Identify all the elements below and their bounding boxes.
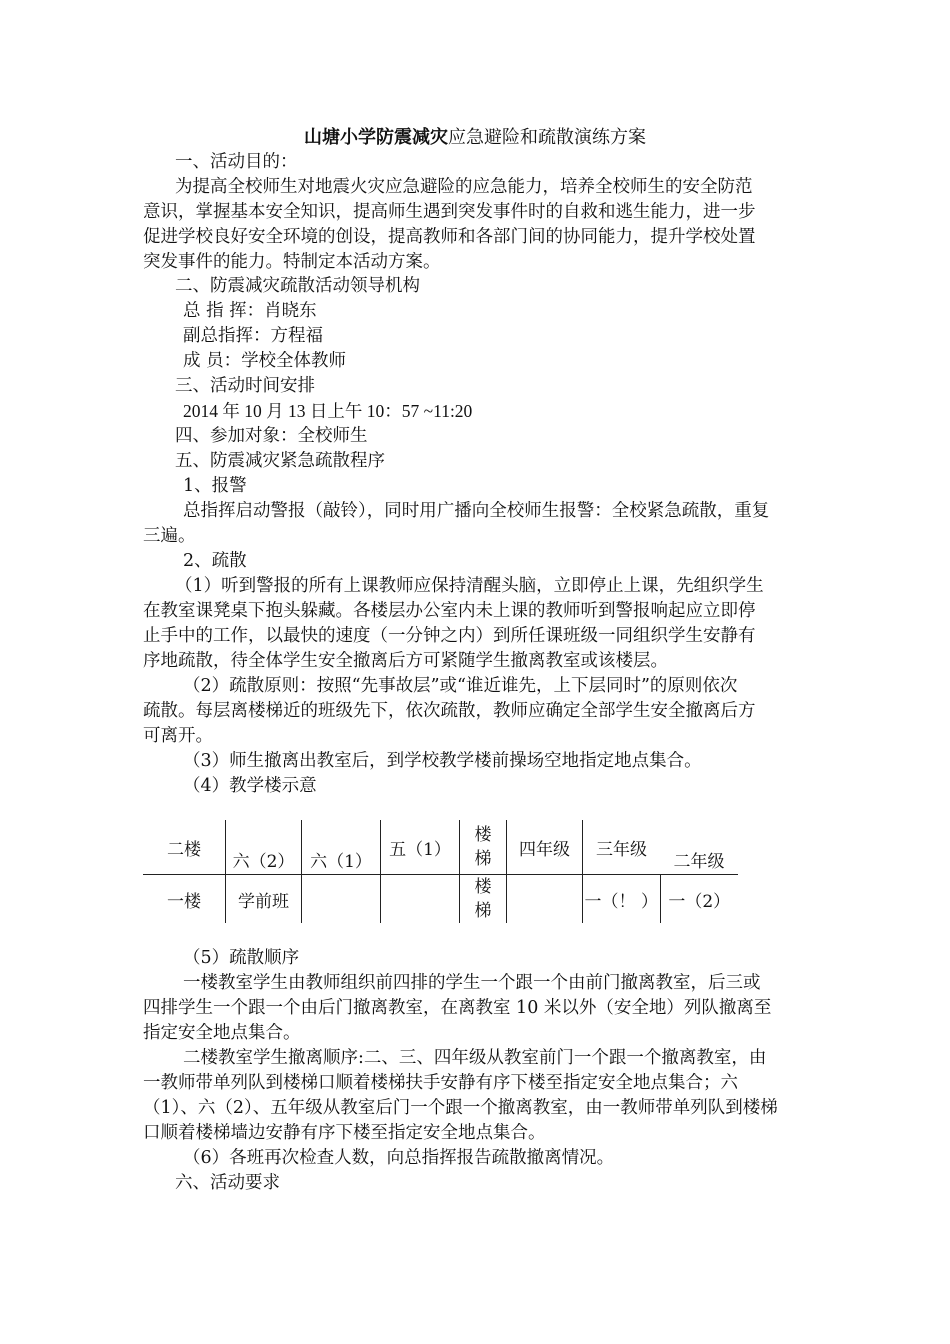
- floor-label: 二楼: [143, 820, 226, 875]
- classroom-cell: [507, 875, 583, 924]
- evacuation-order-1-line: 一楼教室学生由教师组织前四排的学生一个跟一个由前门撤离教室，后三或: [183, 973, 761, 993]
- floor-label: 一楼: [167, 891, 201, 912]
- evacuation-order-2-line: 二楼教室学生撤离顺序:二、三、四年级从教室前门一个跟一个撤离教室，由: [183, 1048, 767, 1068]
- classroom-cell: 二年级: [660, 820, 738, 875]
- evacuation-point-6: （6）各班再次检查人数，向总指挥报告疏散撤离情况。: [183, 1148, 615, 1168]
- section-3-heading: 三、活动时间安排: [175, 376, 315, 396]
- classroom-cell: 学前班: [226, 875, 302, 924]
- building-layout-table: [143, 820, 738, 923]
- section-5-heading: 五、防震减灾紧急疏散程序: [175, 451, 385, 471]
- evacuation-point-1-line: 止手中的工作，以最快的速度（一分钟之内）到所任课班级一同组织学生安静有: [143, 626, 756, 646]
- stairs-cell: 楼 梯: [460, 820, 507, 875]
- section-1-body-cont: [143, 200, 756, 275]
- classroom-cell: [381, 875, 460, 924]
- classroom-cell: 一（！ ）: [583, 875, 661, 924]
- evacuation-point-2-line: 可离开。: [143, 726, 213, 746]
- evacuation-order-1-line: 指定安全地点集合。: [143, 1023, 301, 1043]
- section-1-heading: 一、活动目的：: [175, 152, 298, 172]
- classroom-cell: 四年级: [507, 820, 583, 875]
- document-title: [0, 125, 950, 151]
- evacuation-heading: 2、疏散: [183, 551, 247, 571]
- section-2-heading: 二、防震减灾疏散活动领导机构: [175, 276, 420, 296]
- stairs-cell: 楼 梯: [460, 875, 507, 924]
- schedule-time: 2014 年 10 月 13 日上午 10：57 ~11:20: [183, 401, 473, 421]
- evacuation-order-1-cont: [143, 996, 771, 1046]
- floor-2-row: [143, 820, 738, 875]
- classroom-cell: 六（1）: [302, 820, 381, 875]
- evacuation-point-1-line: 序地疏散，待全体学生安全撤离后方可紧随学生撤离教室或该楼层。: [143, 651, 668, 671]
- section-1-line: 突发事件的能力。特制定本活动方案。: [143, 252, 441, 272]
- evacuation-point-1-line: 在教室课凳桌下抱头躲藏。各楼层办公室内未上课的教师听到警报响起应立即停: [143, 601, 756, 621]
- classroom-cell: 一（2）: [660, 875, 738, 924]
- alarm-body: [183, 499, 769, 524]
- evacuation-order-2-line: 口顺着楼梯墙边安静有序下楼至指定安全地点集合。: [143, 1123, 546, 1143]
- evacuation-point-5: （5）疏散顺序: [183, 948, 300, 968]
- evacuation-point-2-cont: [143, 699, 756, 749]
- evacuation-point-2-line: （2）疏散原则：按照“先事故层”或“谁近谁先，上下层同时”的原则依次: [183, 676, 738, 696]
- classroom-cell: [302, 875, 381, 924]
- classroom-cell: 三年级: [583, 820, 661, 875]
- evacuation-order-1-line: 四排学生一个跟一个由后门撤离教室，在离教室 10 米以外（安全地）列队撤离至: [143, 998, 772, 1018]
- commander-line: 总 指 挥：肖晓东: [183, 301, 317, 321]
- section-4-heading: 四、参加对象：全校师生: [175, 426, 368, 446]
- alarm-line: 三遍。: [143, 526, 196, 546]
- section-6-heading: 六、活动要求: [175, 1173, 280, 1193]
- alarm-line: 总指挥启动警报（敲铃），同时用广播向全校师生报警：全校紧急疏散，重复: [183, 501, 770, 521]
- evacuation-point-3: （3）师生撤离出教室后，到学校教学楼前操场空地指定地点集合。: [183, 751, 702, 771]
- classroom-cell: 五（1）: [381, 820, 460, 875]
- classroom-cell: 六（2）: [226, 820, 302, 875]
- evacuation-point-1-cont: [143, 599, 756, 674]
- section-1-line: 促进学校良好安全环境的创设，提高教师和各部门间的协同能力，提升学校处置: [143, 227, 756, 247]
- evacuation-order-2-line: （1）、六（2）、五年级从教室后门一个跟一个撤离教室，由一教师带单列队到楼梯: [143, 1098, 778, 1118]
- floor-1-row: [143, 875, 738, 924]
- section-1-line: 意识，掌握基本安全知识，提高师生遇到突发事件时的自救和逃生能力，进一步: [143, 202, 756, 222]
- evacuation-point-4: （4）教学楼示意: [183, 776, 317, 796]
- deputy-commander-line: 副总指挥：方程福: [183, 326, 323, 346]
- section-1-body: [175, 175, 753, 200]
- title-rest-part: 应急避险和疏散演练方案: [448, 127, 646, 148]
- evacuation-order-2-cont: [143, 1071, 778, 1146]
- title-bold-part: 山塘小学防震减灾: [304, 127, 448, 148]
- section-1-line: 为提高全校师生对地震火灾应急避险的应急能力，培养全校师生的安全防范: [175, 177, 753, 197]
- evacuation-point-2-line: 疏散。每层离楼梯近的班级先下，依次疏散，教师应确定全部学生安全撤离后方: [143, 701, 756, 721]
- alarm-heading: 1、报警: [183, 476, 247, 496]
- evacuation-order-2-line: 一教师带单列队到楼梯口顺着楼梯扶手安静有序下楼至指定安全地点集合；六: [143, 1073, 738, 1093]
- members-line: 成 员：学校全体教师: [183, 351, 347, 371]
- evacuation-point-1-line: （1）听到警报的所有上课教师应保持清醒头脑，立即停止上课，先组织学生: [175, 576, 764, 596]
